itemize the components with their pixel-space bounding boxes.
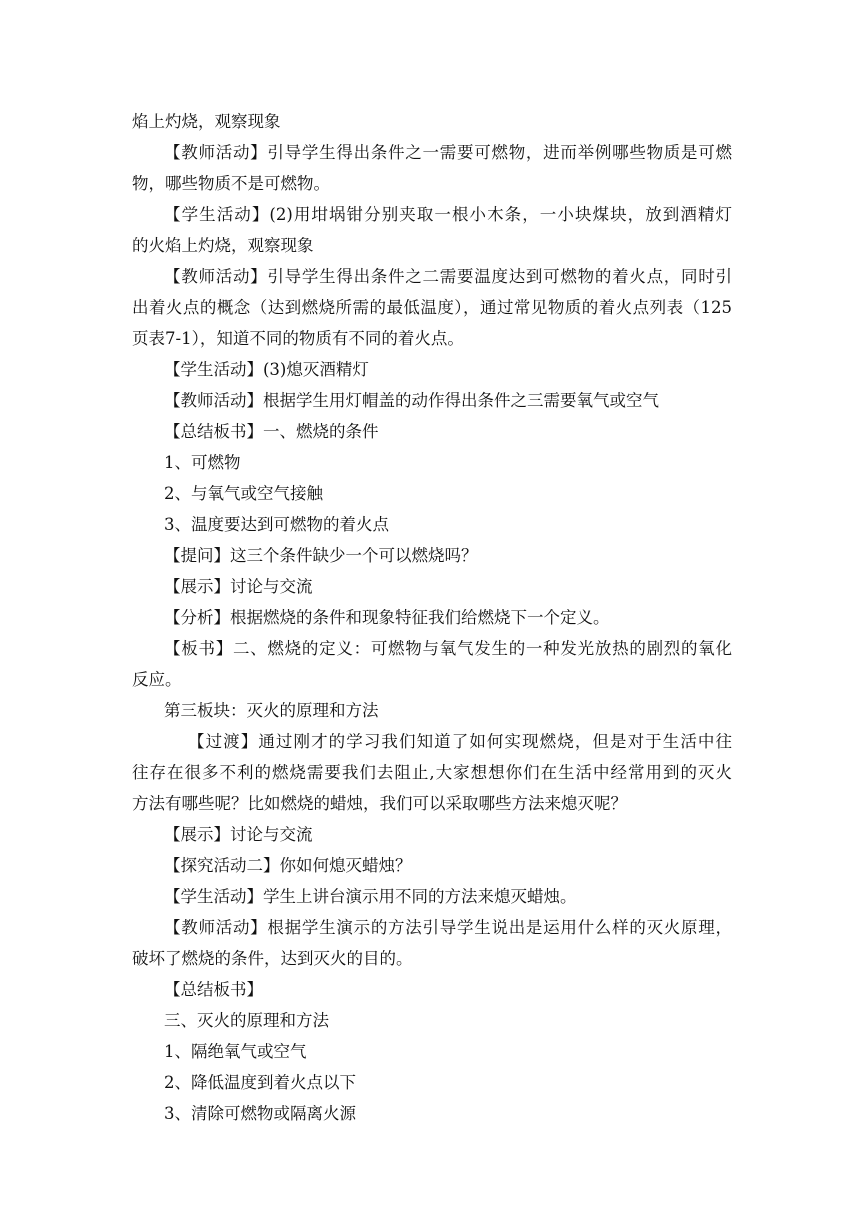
paragraph-line: 【教师活动】根据学生演示的方法引导学生说出是运用什么样的灭火原理， bbox=[164, 918, 732, 937]
paragraph-line: 【教师活动】引导学生得出条件之二需要温度达到可燃物的着火点，同时引 bbox=[164, 267, 732, 286]
paragraph-line: 【学生活动】(2)用坩埚钳分别夹取一根小木条，一小块煤块，放到酒精灯 bbox=[164, 205, 732, 224]
paragraph-line: 2、与氧气或空气接触 bbox=[164, 484, 323, 503]
paragraph-line: 反应。 bbox=[132, 670, 182, 689]
document-body bbox=[132, 106, 732, 1129]
paragraph-line: 三、灭火的原理和方法 bbox=[164, 1011, 329, 1030]
paragraph-line: 3、清除可燃物或隔离火源 bbox=[164, 1104, 356, 1123]
paragraph-line: 【展示】讨论与交流 bbox=[164, 825, 313, 844]
paragraph-line: 往存在很多不利的燃烧需要我们去阻止,大家想想你们在生活中经常用到的灭火 bbox=[132, 763, 732, 782]
paragraph-line: 焰上灼烧，观察现象 bbox=[132, 112, 281, 131]
paragraph-line: 【总结板书】 bbox=[164, 980, 263, 999]
paragraph-line: 【分析】根据燃烧的条件和现象特征我们给燃烧下一个定义。 bbox=[164, 608, 610, 627]
paragraph-line: 【学生活动】学生上讲台演示用不同的方法来熄灭蜡烛。 bbox=[164, 887, 577, 906]
paragraph-line: 【学生活动】(3)熄灭酒精灯 bbox=[164, 360, 369, 379]
paragraph-line: 【总结板书】一、燃烧的条件 bbox=[164, 422, 379, 441]
paragraph-line: 2、降低温度到着火点以下 bbox=[164, 1073, 356, 1092]
paragraph-line: 【教师活动】引导学生得出条件之一需要可燃物，进而举例哪些物质是可燃 bbox=[164, 143, 732, 162]
paragraph-line: 方法有哪些呢？比如燃烧的蜡烛，我们可以采取哪些方法来熄灭呢？ bbox=[132, 794, 627, 813]
paragraph-line: 物，哪些物质不是可燃物。 bbox=[132, 174, 330, 193]
paragraph-line: 的火焰上灼烧，观察现象 bbox=[132, 236, 314, 255]
paragraph-line: 第三板块：灭火的原理和方法 bbox=[164, 701, 379, 720]
paragraph-line: 【展示】讨论与交流 bbox=[164, 577, 313, 596]
paragraph-line: 1、可燃物 bbox=[164, 453, 241, 472]
paragraph-line: 破坏了燃烧的条件，达到灭火的目的。 bbox=[132, 949, 413, 968]
paragraph-line: 【过渡】通过刚才的学习我们知道了如何实现燃烧，但是对于生活中往 bbox=[188, 732, 732, 751]
paragraph-line: 出着火点的概念（达到燃烧所需的最低温度），通过常见物质的着火点列表（125 bbox=[132, 298, 732, 317]
paragraph-line: 1、隔绝氧气或空气 bbox=[164, 1042, 307, 1061]
paragraph-line: 【教师活动】根据学生用灯帽盖的动作得出条件之三需要氧气或空气 bbox=[164, 391, 659, 410]
paragraph-line: 【提问】这三个条件缺少一个可以燃烧吗？ bbox=[164, 546, 478, 565]
paragraph-line: 页表7-1），知道不同的物质有不同的着火点。 bbox=[132, 329, 464, 348]
paragraph-line: 【探究活动二】你如何熄灭蜡烛？ bbox=[164, 856, 412, 875]
paragraph-line: 3、温度要达到可燃物的着火点 bbox=[164, 515, 389, 534]
paragraph-line: 【板书】二、燃烧的定义：可燃物与氧气发生的一种发光放热的剧烈的氧化 bbox=[164, 639, 732, 658]
